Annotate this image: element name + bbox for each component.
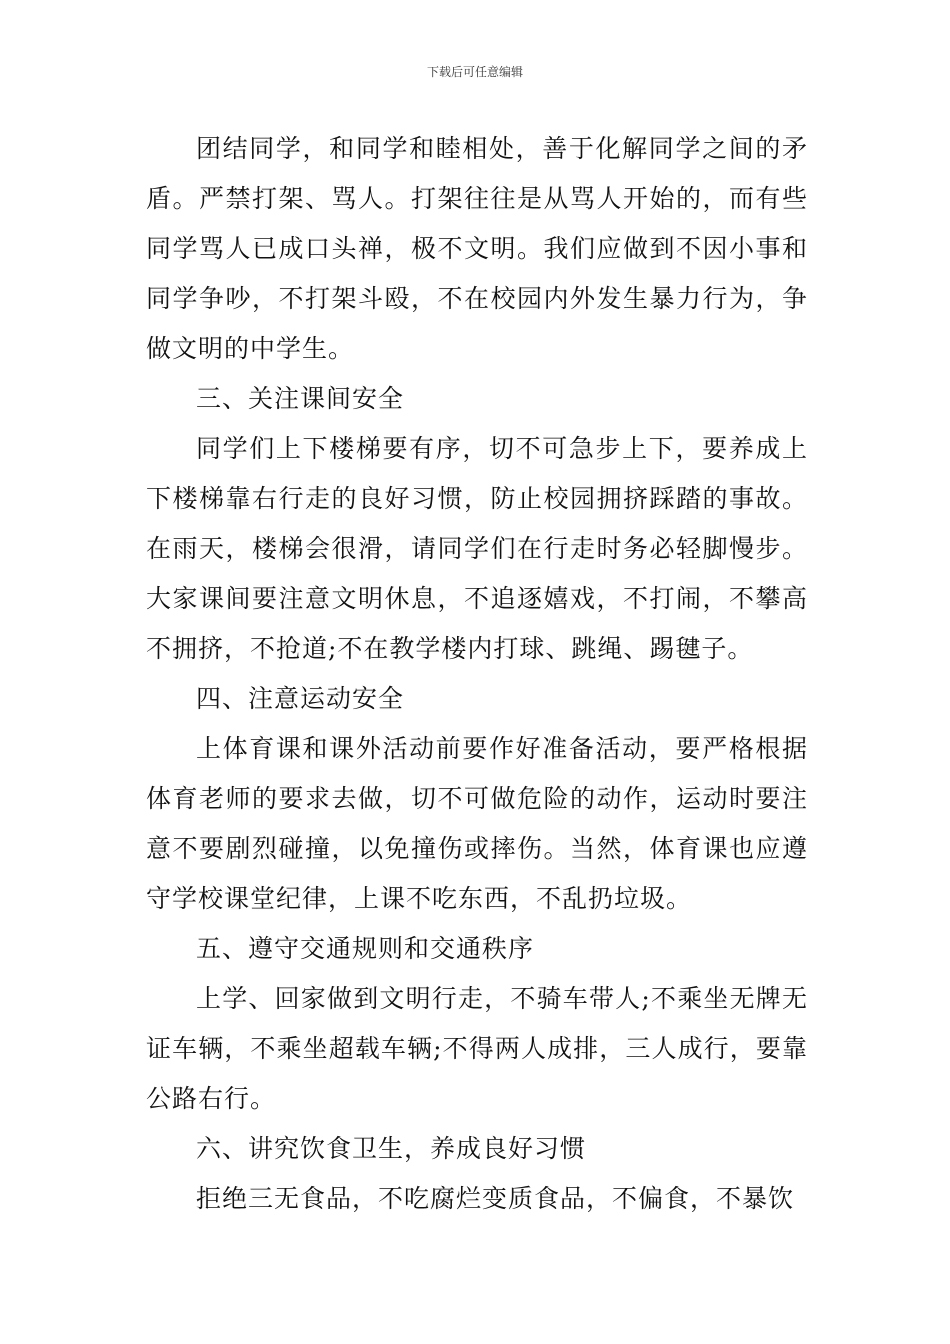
paragraph-food-hygiene: 拒绝三无食品，不吃腐烂变质食品，不偏食，不暴饮 — [196, 1184, 795, 1213]
section-heading-food-hygiene: 六、讲究饮食卫生，养成良好习惯 — [196, 1134, 587, 1163]
section-heading-recess-safety: 三、关注课间安全 — [196, 384, 405, 413]
section-heading-traffic-rules: 五、遵守交通规则和交通秩序 — [196, 934, 535, 963]
paragraph-traffic-rules: 上学、回家做到文明行走，不骑车带人;不乘坐无牌无证车辆，不乘坐超载车辆;不得两人成排，三人成行，要靠公路右行。 — [146, 984, 808, 1113]
section-heading-sports-safety: 四、注意运动安全 — [196, 684, 405, 713]
paragraph-unity: 团结同学，和同学和睦相处，善于化解同学之间的矛盾。严禁打架、骂人。打架往往是从骂人开始的，而有些同学骂人已成口头禅，极不文明。我们应做到不因小事和同学争吵，不打架斗殴，不在校园内外发生暴力行为，争做文明的中学生。 — [146, 134, 808, 363]
document-body — [146, 124, 808, 1224]
paragraph-sports-safety: 上体育课和课外活动前要作好准备活动，要严格根据体育老师的要求去做，切不可做危险的动作，运动时要注意不要剧烈碰撞，以免撞伤或摔伤。当然，体育课也应遵守学校课堂纪律，上课不吃东西，不乱扔垃圾。 — [146, 734, 808, 913]
page-header-note: 下载后可任意编辑 — [426, 65, 523, 79]
paragraph-recess-safety: 同学们上下楼梯要有序，切不可急步上下，要养成上下楼梯靠右行走的良好习惯，防止校园拥挤踩踏的事故。在雨天，楼梯会很滑，请同学们在行走时务必轻脚慢步。大家课间要注意文明休息，不追逐嬉戏，不打闹，不攀高不拥挤，不抢道;不在教学楼内打球、跳绳、踢毽子。 — [146, 434, 808, 663]
